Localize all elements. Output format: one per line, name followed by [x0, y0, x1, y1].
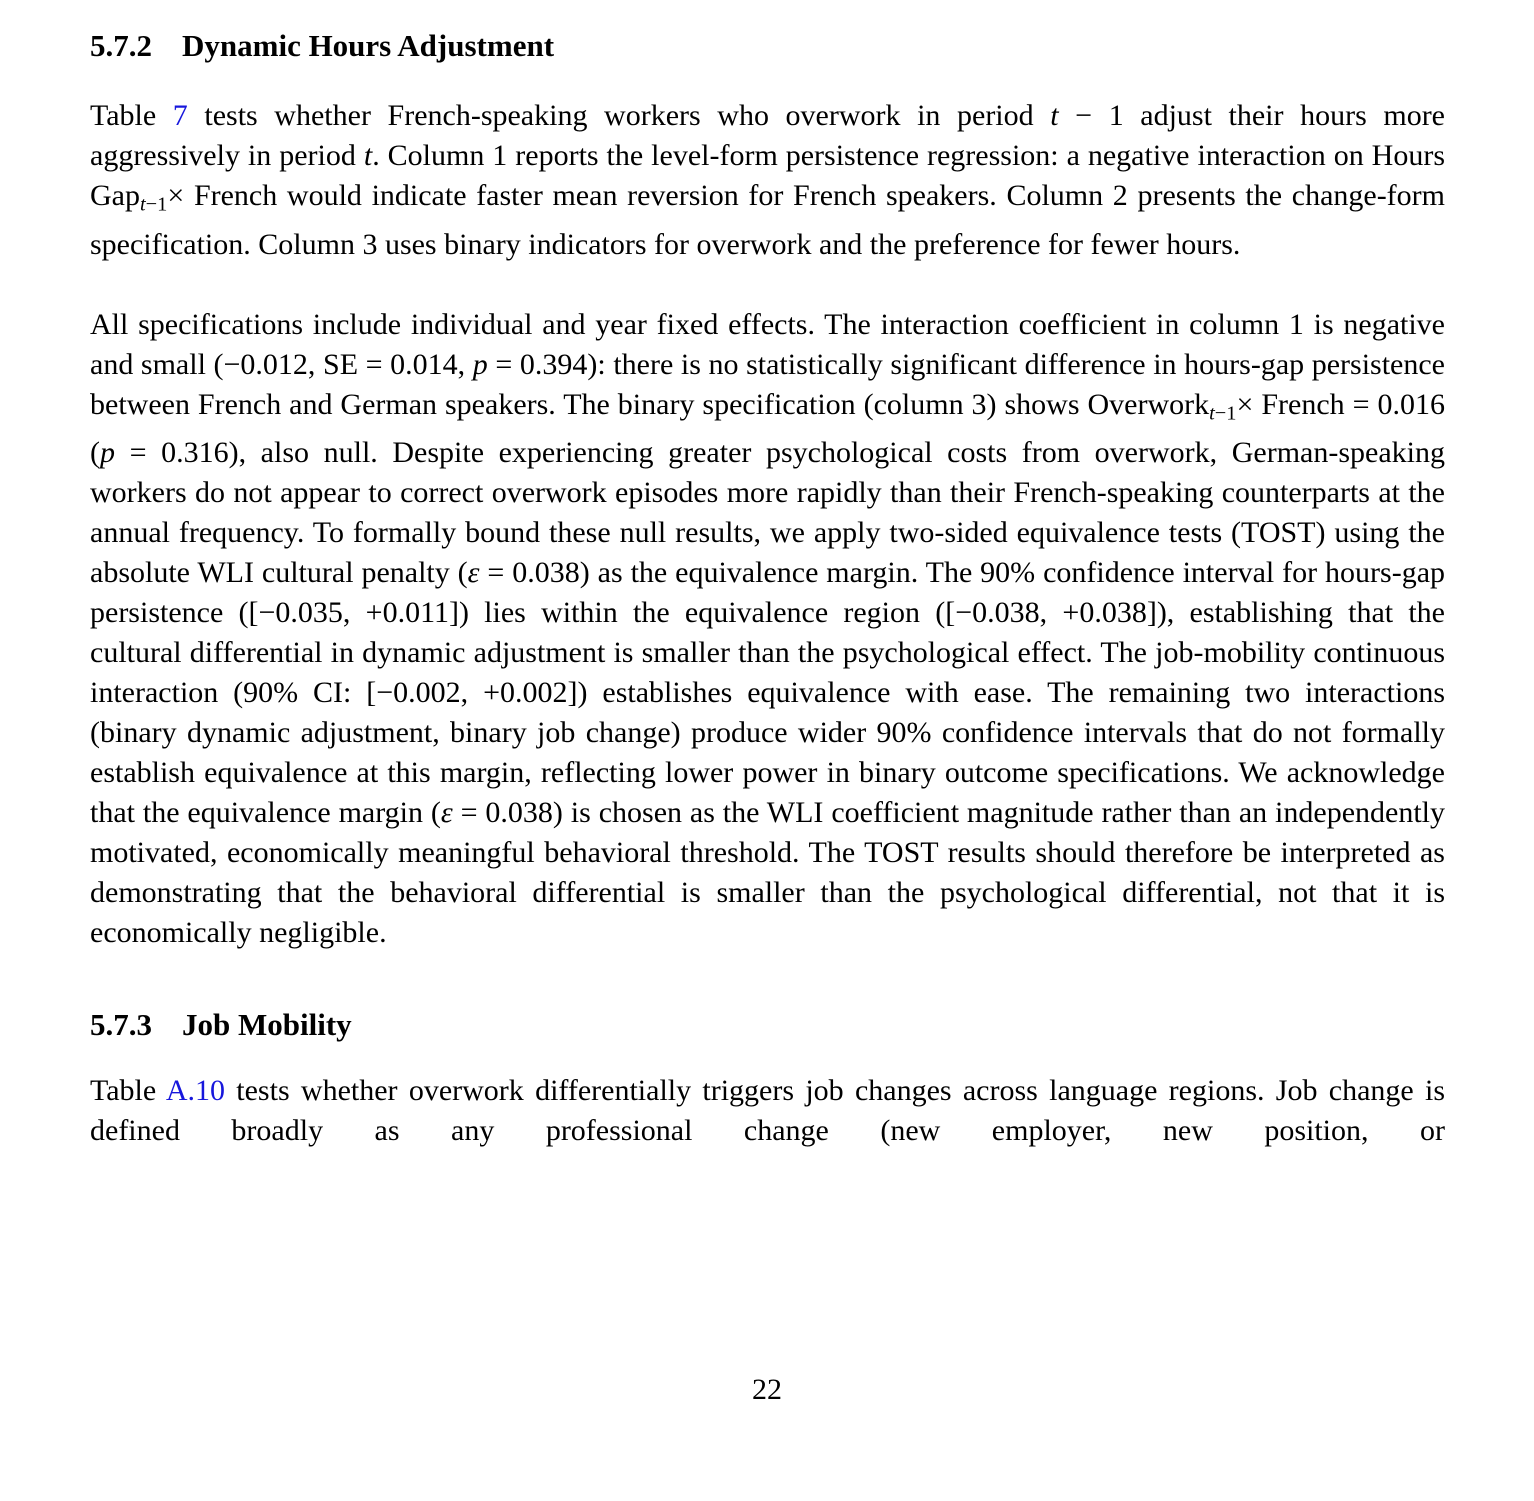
text-segment: p: [100, 436, 115, 470]
page-number: 22: [752, 1373, 782, 1406]
text-segment: × French = 0.016 (: [90, 387, 1445, 470]
text-segment: t: [139, 193, 146, 216]
section-number: 5.7.2: [90, 28, 152, 63]
text-segment: −1: [145, 193, 168, 216]
section-number: 5.7.3: [90, 1007, 152, 1043]
text-segment: All specifications include individual and year fixed effects. The interaction coefficient in column 1 is negative and small (−0.012, SE = 0.014,: [90, 307, 1445, 381]
text-segment: ε: [440, 796, 453, 830]
text-segment: = 0.316), also null. Despite experiencing greater psychological costs from overwork, German-speaking workers do not appear to correct overwork episodes more rapidly than their French-speaking counterparts at the annual frequency. To formally bound these null results, we apply two-sided equivalence tests (TOST) using the absolute WLI cultural penalty (: [90, 436, 1445, 590]
section-heading-dynamic-hours-adjustment: [90, 26, 1445, 66]
text-segment: Table: [90, 99, 173, 132]
section-title: Dynamic Hours Adjustment: [182, 28, 555, 63]
text-segment: t: [1050, 99, 1059, 132]
text-segment: ε: [467, 556, 480, 590]
text-segment: − 1 adjust their hours more aggressively in period: [90, 99, 1445, 172]
text-segment: Table: [90, 1074, 166, 1108]
paragraph-table7-overview: [90, 96, 1445, 265]
text-segment: tests whether overwork differentially triggers job changes across language regions. Job change is defined broadly as any professional change (new employer, new position, or: [90, 1074, 1445, 1148]
paragraph-job-mobility-intro: [90, 1071, 1445, 1151]
text-segment: t: [363, 139, 373, 172]
text-segment: = 0.394): there is no statistically significant difference in hours-gap persistence between French and German speakers. The binary specification (column 3) shows Overwork: [90, 347, 1446, 421]
text-segment: −1: [1214, 402, 1237, 425]
text-segment: . Column 1 reports the level-form persistence regression: a negative interaction on Hours Gap: [90, 139, 1445, 212]
table-ref-link[interactable]: A.10: [165, 1074, 225, 1108]
text-segment: p: [472, 347, 488, 381]
text-segment: × French would indicate faster mean reversion for French speakers. Column 2 presents the change-form specification. Column 3 uses binary indicators for overwork and the preference for fewer hours.: [90, 179, 1445, 261]
text-segment: = 0.038) is chosen as the WLI coefficient magnitude rather than an independently motivated, economically meaningful behavioral threshold. The TOST results should therefore be interpreted as demonstrating that the behavioral differential is smaller than the psychological differential, not that it is economically negligible.: [90, 796, 1445, 950]
text-segment: tests whether French-speaking workers who overwork in period: [187, 99, 1051, 132]
table-ref-link[interactable]: 7: [172, 99, 188, 132]
text-segment: t: [1209, 402, 1215, 425]
paragraph-specifications-results: [90, 305, 1445, 954]
text-segment: = 0.038) as the equivalence margin. The 90% confidence interval for hours-gap persistence ([−0.035, +0.011]) lies within the equivalence region ([−0.038, +0.038]), establishing that the cultural differential in dynamic adjustment is smaller than the psychological effect. The job-mobility continuous interaction (90% CI: [−0.002, +0.002]) establishes equivalence with ease. The remaining two interactions (binary dynamic adjustment, binary job change) produce wider 90% confidence intervals that do not formally establish equivalence at this margin, reflecting lower power in binary outcome specifications. We acknowledge that the equivalence margin (: [90, 556, 1446, 830]
section-title: Job Mobility: [182, 1007, 352, 1043]
section-heading-job-mobility: [90, 1005, 1445, 1045]
